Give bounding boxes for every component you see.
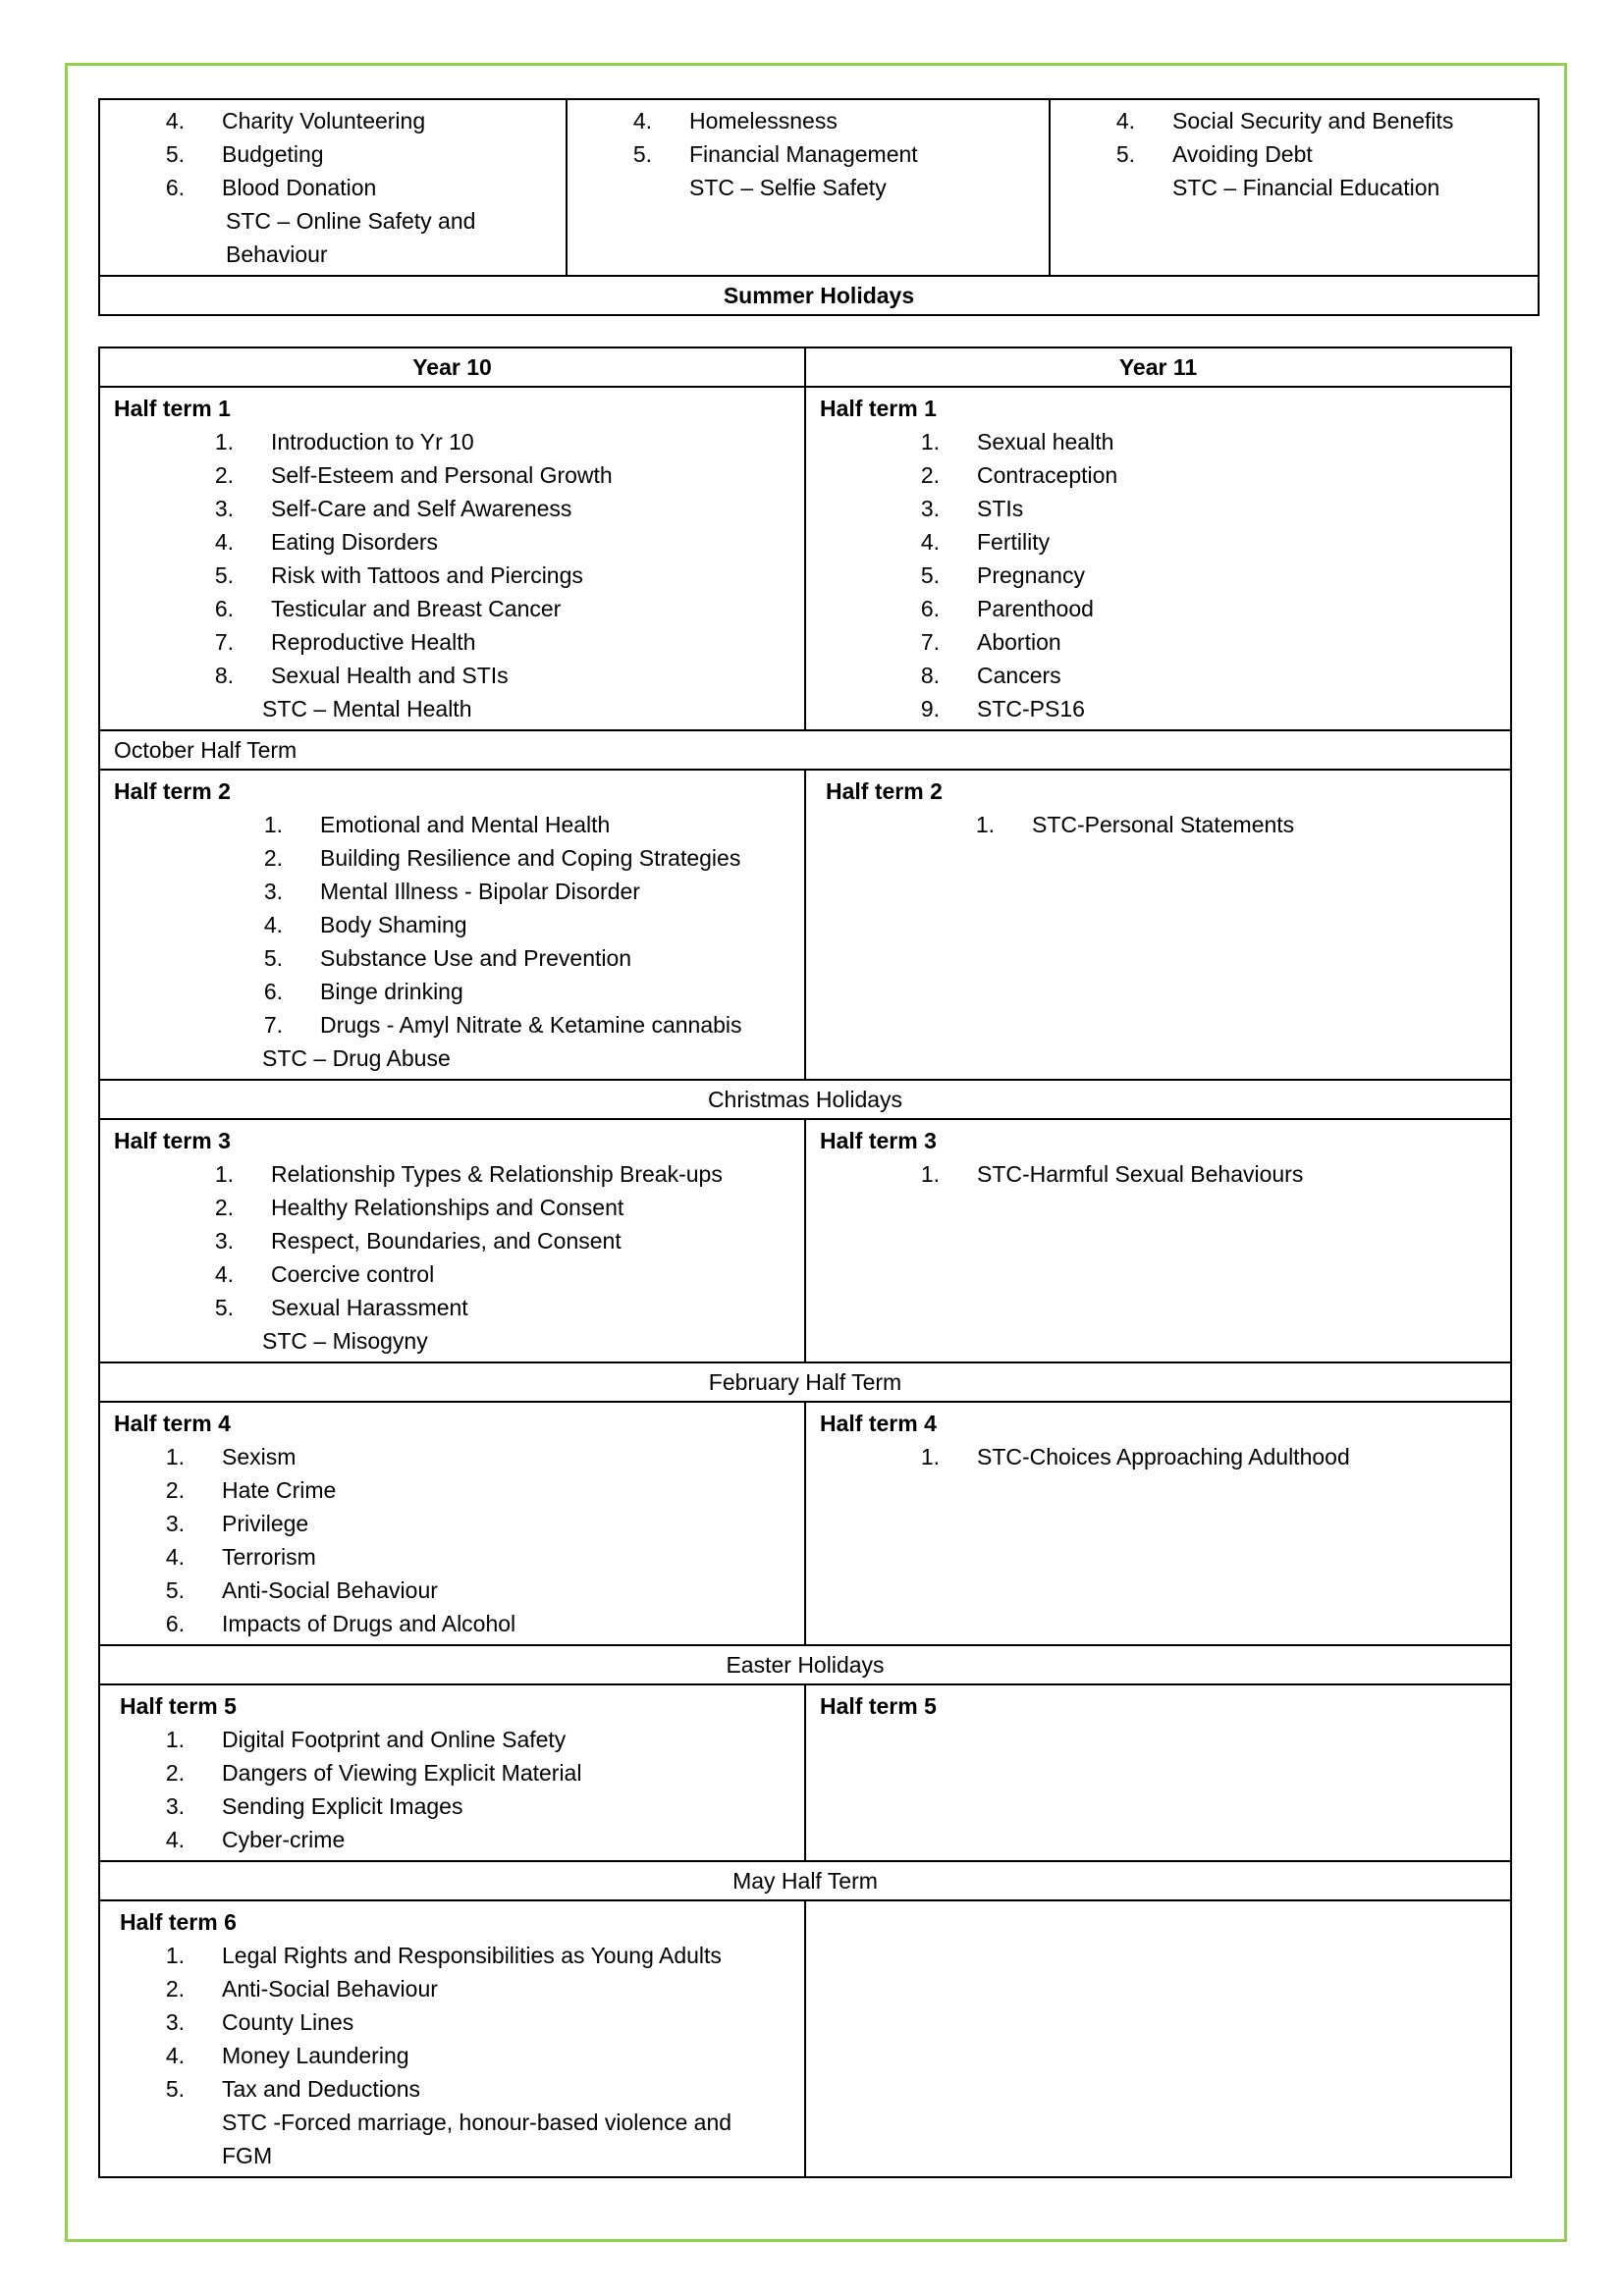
y11-half-term-6 [805,1900,1511,2177]
list-item [114,1473,792,1507]
list-item [114,1008,792,1041]
list-item-number: 1. [920,1444,940,1469]
list-item-number: 4. [214,1261,234,1287]
list-item [114,171,554,204]
y10-ht2-title: Half term 2 [114,778,231,804]
y10-ht6-title: Half term 6 [120,1909,237,1935]
list-item-number: 1. [214,429,234,454]
list-item-number: 5. [632,141,652,167]
y11-half-term-2 [805,770,1511,1080]
list-item-text: Dangers of Viewing Explicit Material [222,1760,582,1786]
list-item [114,1157,792,1191]
list-item-number: 3. [165,1511,185,1536]
list-item-number: 5. [263,945,283,971]
list-item-text: County Lines [222,2009,354,2035]
list-item-text: Anti-Social Behaviour [222,1976,438,2002]
list-item-text: Sexual health [977,429,1114,454]
list-item-number: 6. [920,596,940,621]
list-item-number: 1. [165,1943,185,1968]
list-item [820,425,1498,458]
list-item [114,559,792,592]
list-item-number: 6. [165,175,185,200]
y11-half-term-3 [805,1119,1511,1362]
year-10-11-table [98,347,1512,2178]
list-item-text: Coercive control [271,1261,435,1287]
top-col-1-list [114,104,554,204]
y10-ht3-title: Half term 3 [114,1128,231,1153]
list-item-text: Cyber-crime [222,1827,346,1852]
list-item-number: 6. [263,979,283,1004]
christmas-holidays-label: Christmas Holidays [99,1080,1511,1119]
list-item-text: Sexual Health and STIs [271,663,509,688]
list-item-number: 2. [920,462,940,488]
list-item [820,659,1498,692]
list-item [114,525,792,559]
list-item [114,458,792,492]
y10-half-term-5 [99,1684,805,1861]
list-item [114,1507,792,1540]
february-half-term-label: February Half Term [99,1362,1511,1402]
list-item-text: Parenthood [977,596,1094,621]
list-item-number: 4. [632,108,652,133]
list-item-number: 4. [920,529,940,555]
list-item [114,1440,792,1473]
list-item-text: Risk with Tattoos and Piercings [271,562,583,588]
list-item-text: Impacts of Drugs and Alcohol [222,1611,516,1636]
y11-ht5-title: Half term 5 [820,1693,937,1719]
list-item-text: Tax and Deductions [222,2076,421,2102]
list-item-text: Testicular and Breast Cancer [271,596,562,621]
list-item-text: Drugs - Amyl Nitrate & Ketamine cannabis [320,1012,742,1038]
list-item-number: 7. [920,629,940,655]
list-item-number: 3. [165,2009,185,2035]
list-item-number: 7. [263,1012,283,1038]
y10-half-term-3 [99,1119,805,1362]
top-col-1-note-cont: Behaviour [226,241,328,267]
y10-half-term-1 [99,387,805,730]
list-item-number: 1. [214,1161,234,1187]
y10-ht2-note: STC – Drug Abuse [262,1045,451,1071]
list-item-number: 4. [214,529,234,555]
list-item-number: 5. [165,1577,185,1603]
list-item [120,1939,792,1972]
list-item [114,875,792,908]
list-item-number: 1. [975,812,995,837]
list-item-number: 6. [214,596,234,621]
list-item-number: 4. [165,2043,185,2068]
list-item-text: Privilege [222,1511,309,1536]
list-item [1064,104,1526,137]
list-item-number: 2. [263,845,283,871]
list-item [114,592,792,625]
list-item-number: 5. [214,1295,234,1320]
list-item [114,425,792,458]
list-item-number: 4. [263,912,283,937]
list-item-number: 4. [165,108,185,133]
list-item-text: Contraception [977,462,1118,488]
list-item-text: Healthy Relationships and Consent [271,1195,624,1220]
list-item-text: Self-Care and Self Awareness [271,496,572,521]
list-item-text: Financial Management [689,141,918,167]
list-item-number: 9. [920,696,940,721]
list-item-text: Charity Volunteering [222,108,426,133]
top-col-3 [1050,99,1539,276]
list-item-number: 3. [920,496,940,521]
list-item [114,1191,792,1224]
list-item-number: 6. [165,1611,185,1636]
y11-half-term-4 [805,1402,1511,1645]
y11-half-term-5 [805,1684,1511,1861]
list-item-number: 5. [165,141,185,167]
list-item-text: Relationship Types & Relationship Break-ups [271,1161,723,1187]
y10-ht4-title: Half term 4 [114,1411,231,1436]
list-item-text: Budgeting [222,141,324,167]
y11-ht1-title: Half term 1 [820,396,937,421]
list-item-text: Sexual Harassment [271,1295,468,1320]
list-item-text: STC-Personal Statements [1032,812,1295,837]
y10-ht2-list [114,808,792,1041]
list-item-text: Introduction to Yr 10 [271,429,474,454]
list-item [120,2005,792,2039]
list-item-number: 4. [165,1544,185,1570]
y11-ht4-title: Half term 4 [820,1411,937,1436]
y10-ht1-list [114,425,792,692]
list-item-text: Cancers [977,663,1061,688]
list-item [820,559,1498,592]
y11-ht2-title: Half term 2 [826,778,943,804]
list-item-text: Legal Rights and Responsibilities as Young Adults [222,1943,722,1968]
list-item-number: 5. [165,2076,185,2102]
list-item [820,1440,1498,1473]
list-item-text: Eating Disorders [271,529,439,555]
list-item-number: 4. [165,1827,185,1852]
list-item-number: 8. [920,663,940,688]
top-col-3-note: STC – Financial Education [1172,175,1440,200]
y10-ht5-list [120,1723,792,1856]
list-item [820,458,1498,492]
top-col-2 [567,99,1050,276]
list-item-text: STIs [977,496,1024,521]
list-item-number: 1. [920,1161,940,1187]
list-item [820,592,1498,625]
year-10-header: Year 10 [99,347,805,387]
list-item-text: Pregnancy [977,562,1085,588]
list-item [120,1756,792,1789]
list-item-number: 2. [214,462,234,488]
list-item-text: Money Laundering [222,2043,409,2068]
list-item-number: 2. [165,1477,185,1503]
summer-holidays-label: Summer Holidays [99,276,1539,315]
list-item-number: 7. [214,629,234,655]
list-item [114,625,792,659]
list-item [820,692,1498,725]
list-item-text: Anti-Social Behaviour [222,1577,438,1603]
list-item [114,659,792,692]
list-item [114,841,792,875]
list-item-text: Building Resilience and Coping Strategies [320,845,741,871]
top-table [98,98,1540,316]
y10-ht4-list [114,1440,792,1640]
list-item [120,1823,792,1856]
list-item-text: Terrorism [222,1544,316,1570]
may-half-term-label: May Half Term [99,1861,1511,1900]
list-item-number: 3. [214,496,234,521]
list-item [581,137,1037,171]
list-item [114,1540,792,1574]
y11-ht4-list [820,1440,1498,1473]
y11-half-term-1 [805,387,1511,730]
y11-ht3-list [820,1157,1498,1191]
list-item-text: Binge drinking [320,979,463,1004]
y10-ht1-note: STC – Mental Health [262,696,472,721]
list-item [114,1574,792,1607]
list-item-text: Respect, Boundaries, and Consent [271,1228,622,1254]
y10-half-term-4 [99,1402,805,1645]
list-item-text: Avoiding Debt [1172,141,1313,167]
list-item [114,104,554,137]
list-item [120,1723,792,1756]
y10-ht6-list [120,1939,792,2106]
list-item-number: 1. [165,1444,185,1469]
list-item-number: 4. [1115,108,1135,133]
list-item [114,975,792,1008]
list-item [120,2039,792,2072]
y11-ht3-title: Half term 3 [820,1128,937,1153]
list-item-number: 2. [165,1760,185,1786]
list-item-number: 3. [165,1793,185,1819]
list-item-number: 3. [263,879,283,904]
list-item [820,492,1498,525]
y11-ht1-list [820,425,1498,725]
list-item [1064,137,1526,171]
october-half-term-label: October Half Term [99,730,1511,770]
top-col-2-note: STC – Selfie Safety [689,175,887,200]
list-item [114,1224,792,1257]
list-item [114,808,792,841]
list-item [120,1789,792,1823]
list-item-text: Sending Explicit Images [222,1793,463,1819]
list-item [820,1157,1498,1191]
list-item-number: 5. [214,562,234,588]
y10-ht3-list [114,1157,792,1324]
list-item-number: 3. [214,1228,234,1254]
list-item [820,525,1498,559]
list-item-number: 8. [214,663,234,688]
top-col-1-note: STC – Online Safety and [226,208,476,234]
list-item [120,2072,792,2106]
top-col-2-list [581,104,1037,171]
list-item-text: Blood Donation [222,175,377,200]
list-item [114,1257,792,1291]
list-item-text: Emotional and Mental Health [320,812,611,837]
y10-ht3-note: STC – Misogyny [262,1328,428,1354]
list-item-text: Substance Use and Prevention [320,945,632,971]
list-item-text: Hate Crime [222,1477,337,1503]
list-item-text: Reproductive Health [271,629,476,655]
y11-ht2-list [826,808,1498,841]
top-col-1 [99,99,567,276]
list-item-text: Self-Esteem and Personal Growth [271,462,613,488]
list-item-number: 1. [165,1727,185,1752]
list-item [114,137,554,171]
list-item-number: 2. [165,1976,185,2002]
y10-half-term-6 [99,1900,805,2177]
list-item [820,625,1498,659]
year-11-header: Year 11 [805,347,1511,387]
y10-ht6-note-cont: FGM [222,2143,273,2168]
list-item-text: Sexism [222,1444,297,1469]
top-col-3-list [1064,104,1526,171]
list-item-text: STC-Choices Approaching Adulthood [977,1444,1350,1469]
list-item-number: 1. [263,812,283,837]
list-item-number: 5. [920,562,940,588]
list-item-text: Mental Illness - Bipolar Disorder [320,879,640,904]
list-item-text: Social Security and Benefits [1172,108,1454,133]
y10-ht1-title: Half term 1 [114,396,231,421]
list-item [114,1607,792,1640]
list-item-number: 5. [1115,141,1135,167]
list-item-text: Fertility [977,529,1051,555]
y10-ht5-title: Half term 5 [120,1693,237,1719]
list-item [826,808,1498,841]
list-item [581,104,1037,137]
list-item-text: Homelessness [689,108,838,133]
list-item [114,908,792,941]
list-item [114,492,792,525]
list-item-text: Digital Footprint and Online Safety [222,1727,567,1752]
y10-ht6-note: STC -Forced marriage, honour-based violence and [222,2109,732,2135]
list-item-number: 2. [214,1195,234,1220]
list-item-text: STC-PS16 [977,696,1085,721]
y10-half-term-2 [99,770,805,1080]
list-item [114,941,792,975]
list-item [120,1972,792,2005]
list-item-number: 1. [920,429,940,454]
list-item [114,1291,792,1324]
list-item-text: STC-Harmful Sexual Behaviours [977,1161,1304,1187]
list-item-text: Abortion [977,629,1061,655]
list-item-text: Body Shaming [320,912,467,937]
easter-holidays-label: Easter Holidays [99,1645,1511,1684]
